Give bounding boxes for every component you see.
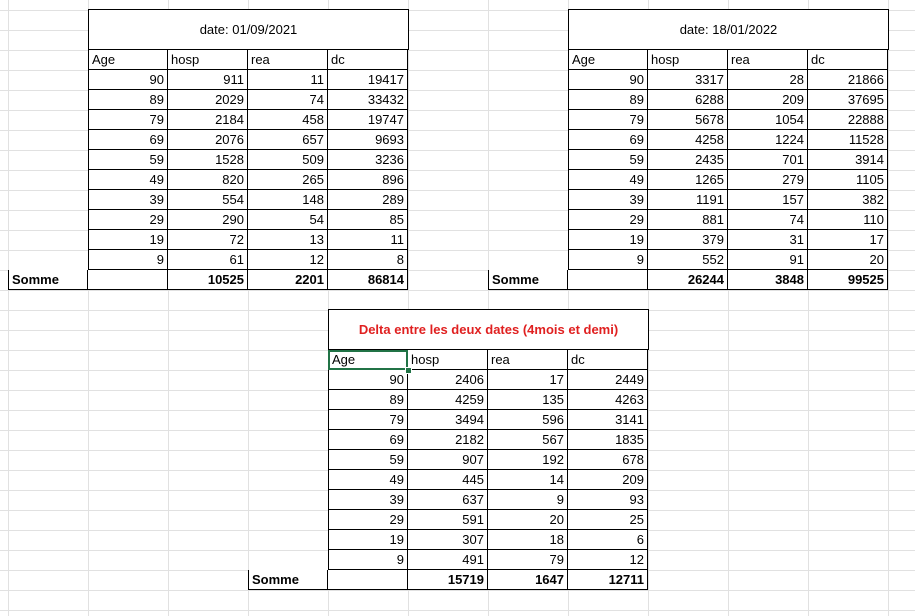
table1-sum-value[interactable]: 2201 [248,270,328,290]
table1-cell[interactable]: 554 [168,190,248,210]
table1-cell[interactable]: 61 [168,250,248,270]
table1-sum-label[interactable]: Somme [8,270,88,290]
table2-cell[interactable]: 9 [568,250,648,270]
table3-cell[interactable]: 678 [568,450,648,470]
table2-cell[interactable]: 209 [728,90,808,110]
table2-cell[interactable]: 37695 [808,90,888,110]
table3-cell[interactable]: 90 [328,370,408,390]
table2-cell[interactable]: 2435 [648,150,728,170]
table2-cell[interactable]: 89 [568,90,648,110]
table3-cell[interactable]: 20 [488,510,568,530]
table2-cell[interactable]: 17 [808,230,888,250]
table2-cell[interactable]: 1054 [728,110,808,130]
table2-title[interactable]: date: 18/01/2022 [568,9,889,50]
table3-cell[interactable]: 135 [488,390,568,410]
table3-cell[interactable]: 491 [408,550,488,570]
table2-cell[interactable]: 379 [648,230,728,250]
table1-cell[interactable]: 85 [328,210,408,230]
table2-cell[interactable]: 31 [728,230,808,250]
table2-cell[interactable]: 74 [728,210,808,230]
table2-cell[interactable]: 90 [568,70,648,90]
table2-cell[interactable]: 1265 [648,170,728,190]
table1-cell[interactable]: 89 [88,90,168,110]
table3-cell[interactable]: 209 [568,470,648,490]
table1-cell[interactable]: 265 [248,170,328,190]
table3-cell[interactable]: 12 [568,550,648,570]
table1-cell[interactable]: 59 [88,150,168,170]
table3-header-hosp[interactable]: hosp [408,350,488,370]
table1-cell[interactable]: 9 [88,250,168,270]
table1-cell[interactable]: 12 [248,250,328,270]
table2-cell[interactable]: 3317 [648,70,728,90]
table2-cell[interactable]: 20 [808,250,888,270]
table2-cell[interactable]: 69 [568,130,648,150]
table2-cell[interactable]: 552 [648,250,728,270]
table1-cell[interactable]: 39 [88,190,168,210]
table1-cell[interactable]: 509 [248,150,328,170]
table1-cell[interactable]: 911 [168,70,248,90]
table2-cell[interactable]: 28 [728,70,808,90]
table3-cell[interactable]: 39 [328,490,408,510]
table2-cell[interactable]: 382 [808,190,888,210]
table3-cell[interactable]: 4263 [568,390,648,410]
table2-cell[interactable]: 3914 [808,150,888,170]
table3-cell[interactable]: 4259 [408,390,488,410]
table3-sum-empty[interactable] [328,570,408,590]
table2-cell[interactable]: 29 [568,210,648,230]
table2-cell[interactable]: 881 [648,210,728,230]
table3-cell[interactable]: 596 [488,410,568,430]
table3-cell[interactable]: 3141 [568,410,648,430]
table3-cell[interactable]: 9 [328,550,408,570]
table3-cell[interactable]: 17 [488,370,568,390]
table2-cell[interactable]: 59 [568,150,648,170]
table1-cell[interactable]: 3236 [328,150,408,170]
table2-cell[interactable]: 49 [568,170,648,190]
table2-cell[interactable]: 5678 [648,110,728,130]
table2-header-rea[interactable]: rea [728,50,808,70]
table3-cell[interactable]: 19 [328,530,408,550]
table1-cell[interactable]: 29 [88,210,168,230]
table3-cell[interactable]: 93 [568,490,648,510]
table2-cell[interactable]: 6288 [648,90,728,110]
table3-cell[interactable]: 591 [408,510,488,530]
table3-cell[interactable]: 79 [328,410,408,430]
table2-header-hosp[interactable]: hosp [648,50,728,70]
table1-header-rea[interactable]: rea [248,50,328,70]
table2-cell[interactable]: 110 [808,210,888,230]
table3-header-age[interactable]: Age [328,350,408,370]
table2-sum-value[interactable]: 99525 [808,270,888,290]
table3-cell[interactable]: 59 [328,450,408,470]
table1-cell[interactable]: 148 [248,190,328,210]
table2-cell[interactable]: 91 [728,250,808,270]
table1-cell[interactable]: 290 [168,210,248,230]
table3-cell[interactable]: 6 [568,530,648,550]
table3-sum-value[interactable]: 15719 [408,570,488,590]
table2-cell[interactable]: 279 [728,170,808,190]
table1-sum-empty[interactable] [88,270,168,290]
table1-sum-value[interactable]: 86814 [328,270,408,290]
table1-header-age[interactable]: Age [88,50,168,70]
table1-cell[interactable]: 11 [248,70,328,90]
table2-cell[interactable]: 22888 [808,110,888,130]
table1-cell[interactable]: 79 [88,110,168,130]
table3-cell[interactable]: 69 [328,430,408,450]
table1-cell[interactable]: 11 [328,230,408,250]
table1-header-dc[interactable]: dc [328,50,408,70]
table3-cell[interactable]: 79 [488,550,568,570]
table3-cell[interactable]: 445 [408,470,488,490]
table1-cell[interactable]: 33432 [328,90,408,110]
fill-handle[interactable] [405,367,412,374]
table3-cell[interactable]: 2182 [408,430,488,450]
table1-cell[interactable]: 9693 [328,130,408,150]
table3-cell[interactable]: 1835 [568,430,648,450]
table2-cell[interactable]: 79 [568,110,648,130]
table3-cell[interactable]: 25 [568,510,648,530]
table3-cell[interactable]: 192 [488,450,568,470]
table1-cell[interactable]: 19747 [328,110,408,130]
table3-sum-value[interactable]: 12711 [568,570,648,590]
table2-cell[interactable]: 1191 [648,190,728,210]
table3-cell[interactable]: 637 [408,490,488,510]
table1-header-hosp[interactable]: hosp [168,50,248,70]
table3-cell[interactable]: 567 [488,430,568,450]
table2-cell[interactable]: 4258 [648,130,728,150]
table1-cell[interactable]: 69 [88,130,168,150]
table3-cell[interactable]: 907 [408,450,488,470]
table1-cell[interactable]: 19 [88,230,168,250]
table2-cell[interactable]: 701 [728,150,808,170]
table2-header-dc[interactable]: dc [808,50,888,70]
table3-cell[interactable]: 14 [488,470,568,490]
table3-header-dc[interactable]: dc [568,350,648,370]
table3-cell[interactable]: 2406 [408,370,488,390]
table1-cell[interactable]: 13 [248,230,328,250]
table2-cell[interactable]: 1105 [808,170,888,190]
table2-sum-label[interactable]: Somme [488,270,568,290]
table3-sum-label[interactable]: Somme [248,570,328,590]
table1-cell[interactable]: 19417 [328,70,408,90]
table1-cell[interactable]: 289 [328,190,408,210]
table1-cell[interactable]: 657 [248,130,328,150]
table1-cell[interactable]: 90 [88,70,168,90]
table2-cell[interactable]: 39 [568,190,648,210]
table3-cell[interactable]: 3494 [408,410,488,430]
table1-cell[interactable]: 8 [328,250,408,270]
table3-cell[interactable]: 9 [488,490,568,510]
table1-cell[interactable]: 458 [248,110,328,130]
table3-title[interactable]: Delta entre les deux dates (4mois et demi) [328,309,649,350]
table2-sum-value[interactable]: 3848 [728,270,808,290]
table1-cell[interactable]: 72 [168,230,248,250]
table3-cell[interactable]: 49 [328,470,408,490]
table1-cell[interactable]: 2076 [168,130,248,150]
table1-cell[interactable]: 2029 [168,90,248,110]
table2-sum-value[interactable]: 26244 [648,270,728,290]
table3-cell[interactable]: 18 [488,530,568,550]
table2-cell[interactable]: 11528 [808,130,888,150]
table2-cell[interactable]: 157 [728,190,808,210]
table1-cell[interactable]: 820 [168,170,248,190]
table1-sum-value[interactable]: 10525 [168,270,248,290]
table2-cell[interactable]: 19 [568,230,648,250]
table2-cell[interactable]: 21866 [808,70,888,90]
table3-cell[interactable]: 89 [328,390,408,410]
table1-title[interactable]: date: 01/09/2021 [88,9,409,50]
table1-cell[interactable]: 54 [248,210,328,230]
table1-cell[interactable]: 2184 [168,110,248,130]
table3-cell[interactable]: 2449 [568,370,648,390]
table2-sum-empty[interactable] [568,270,648,290]
table3-cell[interactable]: 307 [408,530,488,550]
table1-cell[interactable]: 896 [328,170,408,190]
table3-sum-value[interactable]: 1647 [488,570,568,590]
table2-header-age[interactable]: Age [568,50,648,70]
table1-cell[interactable]: 74 [248,90,328,110]
table2-cell[interactable]: 1224 [728,130,808,150]
table3-header-rea[interactable]: rea [488,350,568,370]
table1-cell[interactable]: 49 [88,170,168,190]
table1-cell[interactable]: 1528 [168,150,248,170]
table3-cell[interactable]: 29 [328,510,408,530]
